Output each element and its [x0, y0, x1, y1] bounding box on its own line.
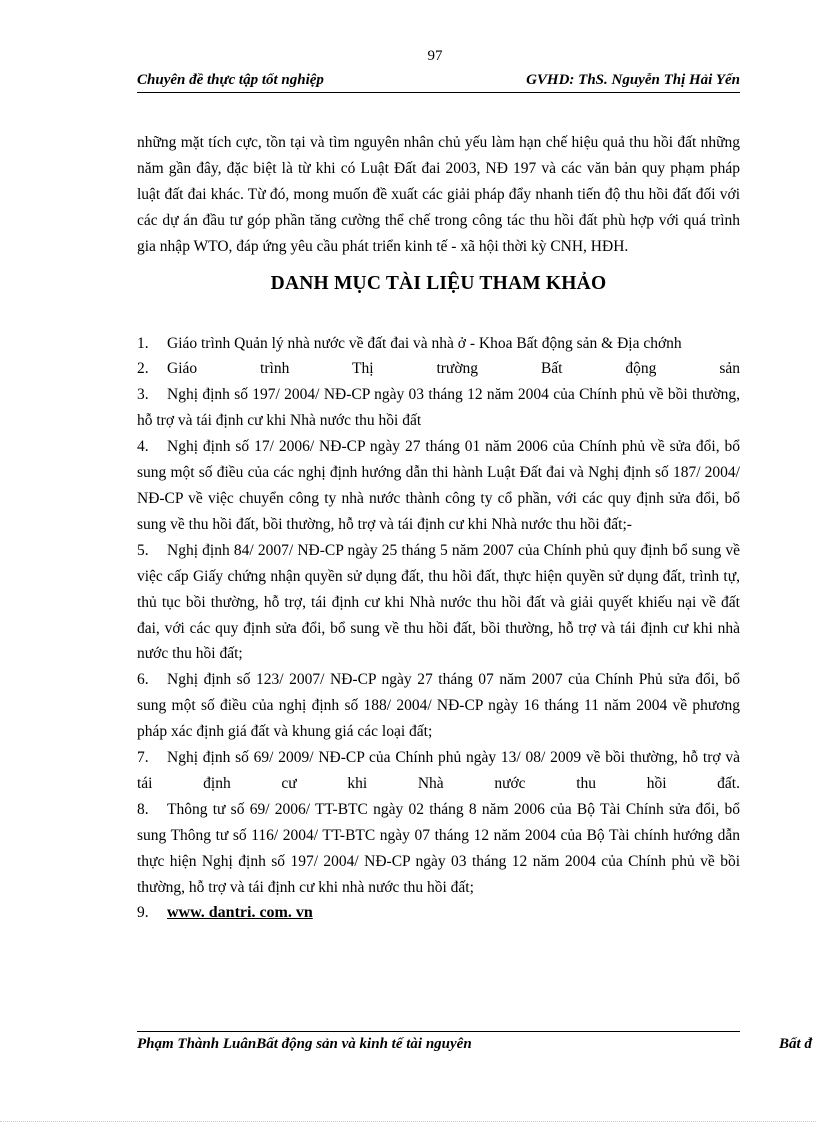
reference-item-2: 2. Giáo trình Thị trường Bất động sản — [137, 360, 740, 378]
reference-list — [137, 331, 740, 927]
reference-item-5: 5. Nghị định 84/ 2007/ NĐ-CP ngày 25 tháng 5 năm 2007 của Chính phủ quy định bổ sung về việc cấp Giấy chứng nhận quyền sử dụng đất, thu hồi đất, thực hiện quyền sử dụng đất, trình tự, thủ tục bồi thường, hỗ trợ, tái định cư khi Nhà nước thu hồi đất và giải quyết khiếu nại về đất đai, với các quy định sửa đổi, bổ sung về thu hồi đất, bồi thường, hỗ trợ và tái định cư khi nhà nước thu hồi đất; — [137, 541, 740, 663]
header-right-supervisor: GVHD: ThS. Nguyễn Thị Hải Yến — [526, 72, 740, 88]
reference-item-8: 8. Thông tư số 69/ 2006/ TT-BTC ngày 02 tháng 8 năm 2006 của Bộ Tài Chính sửa đổi, bổ sung Thông tư số 116/ 2004/ TT-BTC ngày 07 tháng 12 năm 2004 của Bộ Tài chính hướng dẫn thực hiện Nghị định số 197/ 2004/ NĐ-CP ngày 03 tháng 12 năm 2004 của Chính phủ về bồi thường, hỗ trợ và tái định cư khi nhà nước thu hồi đất; — [137, 800, 740, 896]
footer-divider — [137, 1031, 740, 1032]
reference-item-3: 3. Nghị định số 197/ 2004/ NĐ-CP ngày 03 tháng 12 năm 2004 của Chính phủ về bồi thường, hỗ trợ và tái định cư khi Nhà nước thu hồi đất — [137, 386, 740, 430]
reference-item-6: 6. Nghị định số 123/ 2007/ NĐ-CP ngày 27 tháng 07 năm 2007 của Chính Phủ sửa đổi, bổ sung một số điều của nghị định số 188/ 2004/ NĐ-CP ngày 16 tháng 11 năm 2004 về phương pháp xác định giá đất và khung giá các loại đất; — [137, 671, 740, 741]
page-footer — [137, 1036, 816, 1053]
page-number: 97 — [427, 48, 443, 64]
footer-right-text: Bất đ — [779, 1036, 812, 1052]
intro-paragraph: những mặt tích cực, tồn tại và tìm nguyên nhân chủ yếu làm hạn chế hiệu quả thu hồi đất những năm gần đây, đặc biệt là từ khi có Luật Đất đai 2003, NĐ 197 và các văn bản quy phạm pháp luật đất đai khác. Từ đó, mong muốn đề xuất các giải pháp đẩy nhanh tiến độ thu hồi đất đối với các dự án đầu tư góp phần tăng cường thể chế trong công tác thu hồi đất phù hợp với quá trình gia nhập WTO, đáp ứng yêu cầu phát triển kinh tế - xã hội thời kỳ CNH, HĐH. — [137, 134, 740, 255]
reference-link-dantri[interactable]: www. dantri. com. vn — [167, 904, 313, 922]
page-header — [137, 70, 740, 93]
reference-item-7: 7. Nghị định số 69/ 2009/ NĐ-CP của Chính phủ ngày 13/ 08/ 2009 về bồi thường, hỗ trợ và tái định cư khi Nhà nước thu hồi đất. — [137, 749, 740, 792]
page-bottom-edge — [0, 1121, 816, 1122]
section-title: DANH MỤC TÀI LIỆU THAM KHẢO — [270, 272, 607, 294]
reference-item-9: 9. www. dantri. com. vn — [137, 904, 313, 922]
reference-item-1: 1. Giáo trình Quản lý nhà nước về đất đai và nhà ở - Khoa Bất động sản & Địa chớnh — [137, 334, 682, 352]
footer-left-author: Phạm Thành LuânBất động sản và kinh tế tài nguyên — [137, 1036, 472, 1052]
page-body — [137, 130, 740, 926]
header-left-title: Chuyên đề thực tập tốt nghiệp — [137, 72, 324, 88]
reference-item-4: 4. Nghị định số 17/ 2006/ NĐ-CP ngày 27 tháng 01 năm 2006 của Chính phủ về sửa đổi, bổ sung một số điều của các nghị định hướng dẫn thi hành Luật Đất đai và Nghị định số 187/ 2004/ NĐ-CP về việc chuyển công ty nhà nước thành công ty cổ phần, với các quy định sửa đổi, bổ sung về thu hồi đất, bồi thường, hỗ trợ và tái định cư khi Nhà nước thu hồi đất;- — [137, 438, 740, 533]
